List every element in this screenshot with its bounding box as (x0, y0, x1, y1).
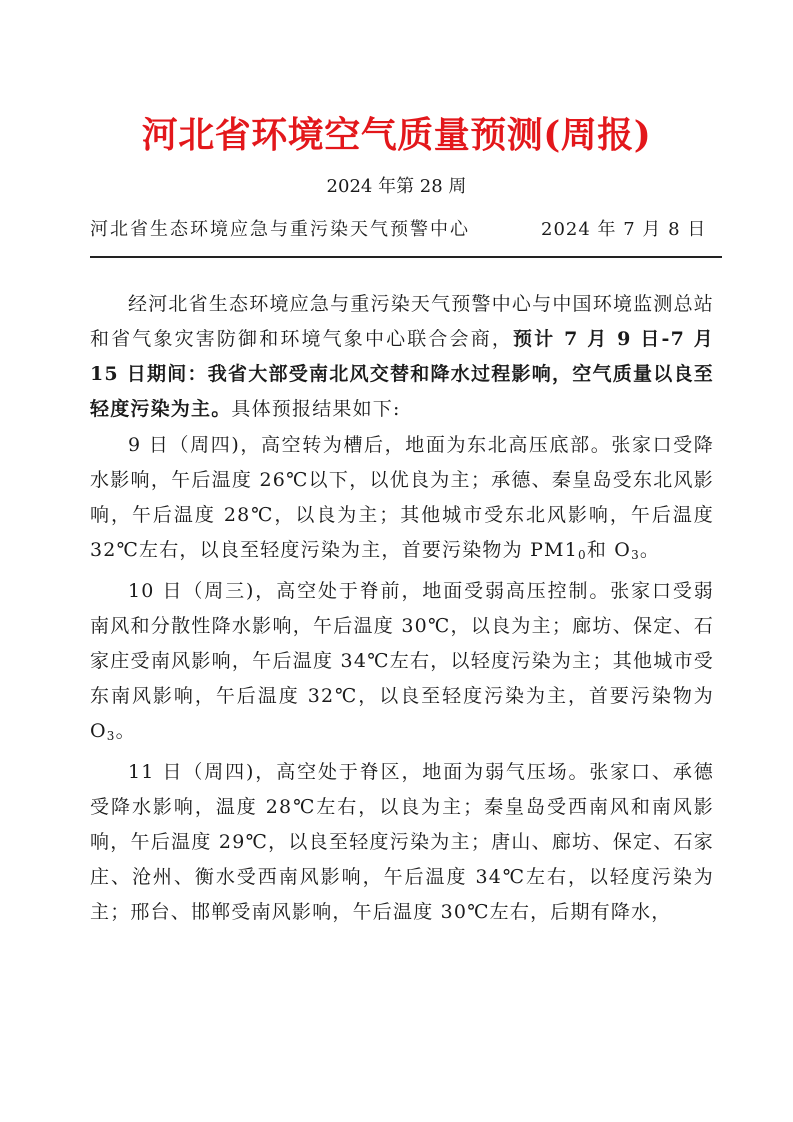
day-9-and: 和 O (586, 539, 632, 561)
day-10-paragraph (90, 574, 714, 754)
report-body (90, 287, 714, 930)
issuing-organization: 河北省生态环境应急与重污染天气预警中心 (90, 219, 470, 240)
day-9-text: 9 日（周四)，高空转为槽后，地面为东北高压底部。张家口受降水影响，午后温度 26℃以下，以优良为主；承德、秦皇岛受东北风影响，午后温度 28℃，以良为主；其他城市受东北风影响，午后温度 32℃左右，以良至轻度污染为主，首要污染物为 PM1 (90, 434, 714, 561)
day-10-text: 10 日（周三)，高空处于脊前，地面受弱高压控制。张家口受弱南风和分散性降水影响，午后温度 30℃，以良为主；廊坊、保定、石家庄受南风影响，午后温度 34℃左右，以轻度污染为主；其他城市受东南风影响，午后温度 32℃，以良至轻度污染为主，首要污染物为 O (90, 580, 714, 742)
intro-tail: 具体预报结果如下: (231, 398, 401, 420)
day-9-paragraph (90, 428, 714, 573)
report-title: 河北省环境空气质量预测(周报) (141, 114, 652, 156)
header-divider (90, 256, 722, 258)
pm-subscript: 0 (578, 548, 587, 562)
day-11-text: 11 日（周四)，高空处于脊区，地面为弱气压场。张家口、承德受降水影响，温度 28℃左右，以良为主；秦皇岛受西南风和南风影响，午后温度 29℃，以良至轻度污染为主；唐山、廊坊、保定、石家庄、沧州、衡水受西南风影响，午后温度 34℃左右，以轻度污染为主；邢台、邯郸受南风影响，午后温度 30℃左右，后期有降水， (90, 761, 714, 923)
o3-subscript: 3 (631, 548, 640, 562)
day-11-paragraph (90, 755, 714, 930)
issue-number: 2024 年第 28 周 (326, 176, 467, 197)
intro-paragraph (90, 287, 714, 427)
intro-forecast-summary: 预计 7 月 9 日-7 月 15 日期间：我省大部受南北风交替和降水过程影响，空气质量以良至轻度污染为主。 (90, 328, 714, 420)
issue-date: 2024 年 7 月 8 日 (541, 219, 707, 240)
day-10-end: 。 (115, 720, 136, 742)
o3-subscript: 3 (106, 729, 116, 743)
day-9-end: 。 (639, 539, 661, 561)
intro-lead: 经河北省生态环境应急与重污染天气预警中心与中国环境监测总站和省气象灾害防御和环境气象中心联合会商， (90, 293, 714, 350)
